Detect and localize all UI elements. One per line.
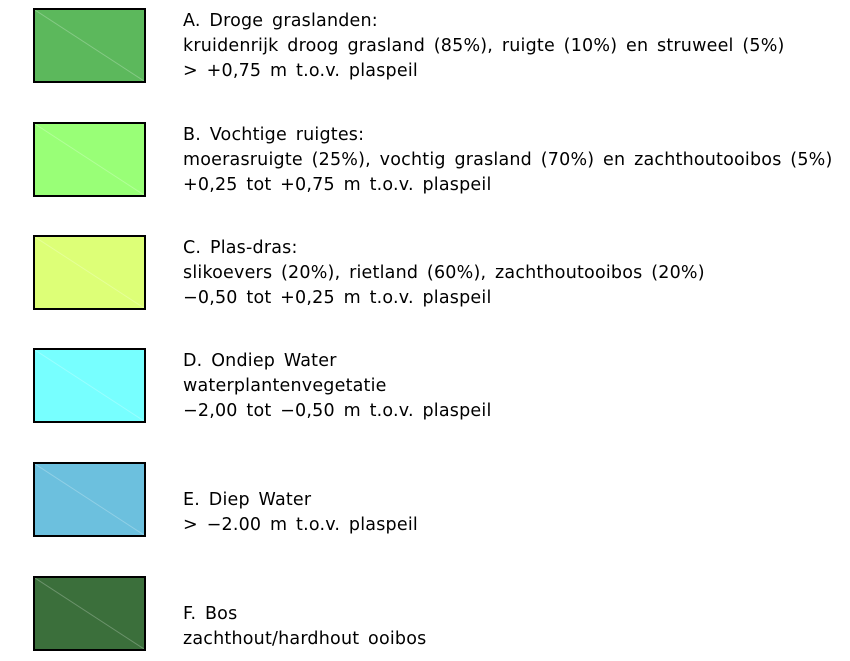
legend-swatch-a [33, 8, 146, 83]
legend-entry-d [0, 348, 850, 428]
swatch-hatch [35, 578, 144, 649]
swatch-hatch [35, 464, 144, 535]
legend-entry-b [0, 122, 850, 202]
legend-elevation: > −2.00 m t.o.v. plaspeil [183, 515, 418, 535]
legend-title: B. Vochtige ruigtes: [183, 125, 365, 145]
legend-description: waterplantenvegetatie [183, 376, 387, 396]
legend-description: slikoevers (20%), rietland (60%), zachthoutooibos (20%) [183, 263, 705, 283]
legend-swatch-f [33, 576, 146, 651]
legend-entry-e [0, 462, 850, 542]
legend-text-c [183, 236, 705, 311]
legend-text-e [183, 488, 418, 538]
swatch-hatch [35, 237, 144, 308]
legend-title: C. Plas-dras: [183, 238, 298, 258]
legend-title: E. Diep Water [183, 490, 312, 510]
legend-entry-c [0, 235, 850, 315]
legend-elevation: −0,50 tot +0,25 m t.o.v. plaspeil [183, 288, 492, 308]
legend-elevation: > +0,75 m t.o.v. plaspeil [183, 61, 418, 81]
swatch-hatch [35, 350, 144, 421]
legend-description: moerasruigte (25%), vochtig grasland (70%) en zachthoutooibos (5%) [183, 150, 833, 170]
swatch-hatch [35, 10, 144, 81]
legend-swatch-e [33, 462, 146, 537]
legend-title: D. Ondiep Water [183, 351, 337, 371]
legend-text-f [183, 602, 426, 652]
legend-elevation: −2,00 tot −0,50 m t.o.v. plaspeil [183, 401, 492, 421]
legend-swatch-d [33, 348, 146, 423]
legend-swatch-c [33, 235, 146, 310]
legend-title: F. Bos [183, 604, 238, 624]
legend-elevation: +0,25 tot +0,75 m t.o.v. plaspeil [183, 175, 492, 195]
legend-entry-f [0, 576, 850, 656]
legend-title: A. Droge graslanden: [183, 11, 378, 31]
legend-text-b [183, 123, 833, 198]
legend-swatch-b [33, 122, 146, 197]
legend-text-d [183, 349, 492, 424]
legend-text-a [183, 9, 785, 84]
legend-description: zachthout/hardhout ooibos [183, 629, 427, 649]
legend-description: kruidenrijk droog grasland (85%), ruigte (10%) en struweel (5%) [183, 36, 785, 56]
swatch-hatch [35, 124, 144, 195]
legend-entry-a [0, 8, 850, 88]
